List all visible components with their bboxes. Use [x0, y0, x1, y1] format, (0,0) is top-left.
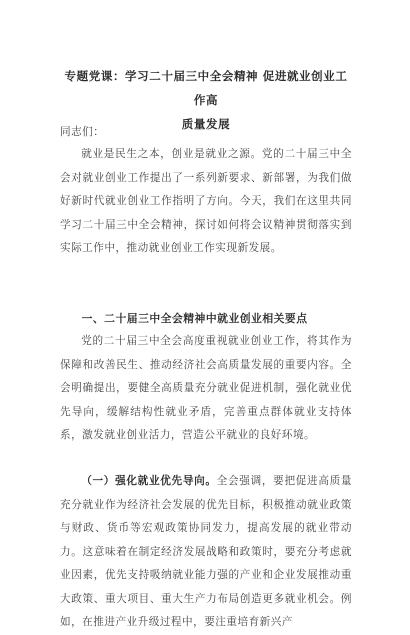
- section-heading-1: 一、二十届三中全会精神中就业创业相关要点: [81, 312, 308, 325]
- salutation: 同志们：: [60, 126, 105, 138]
- title-line-1: 专题党课：学习二十届三中全会精神 促进就业创业工作高: [64, 69, 348, 107]
- title-line-2: 质量发展: [181, 117, 231, 131]
- subsection-body-1: 全会强调，要把促进高质量充分就业作为经济社会发展的优先目标，积极推动就业政策与财政、货币等宏观政策协同发力，提高发展的就业带动力。这意味着在制定经济发展战略和政策时，要充分考虑就业因素，优先支持吸纳就业能力强的产业和企业发展推动重大政策、重大项目、重大生产力布局创造更多就业机会。例如，在推进产业升级过程中，要注重培育新兴产: [60, 475, 353, 628]
- subsection-heading-1: （一）强化就业优先导向。: [81, 475, 217, 487]
- paragraph-subsection-1: [60, 470, 352, 635]
- paragraph-section-1: 党的二十届三中全会高度重视就业创业工作，将其作为保障和改善民生、推动经济社会高质量发展的重要内容。全会明确提出，要健全高质量充分就业促进机制，强化就业优先导向，缓解结构性就业矛盾，完善重点群体就业支持体系，激发就业创业活力，营造公平就业的良好环境。: [60, 335, 352, 441]
- paragraph-intro: 就业是民生之本，创业是就业之源。党的二十届三中全会对就业创业工作提出了一系列新要求、新部署，为我们做好新时代就业创业工作指明了方向。今天，我们在这里共同学习二十届三中全会精神，探讨如何将会议精神贯彻落实到实际工作中，推动就业创业工作实现新发展。: [60, 148, 352, 254]
